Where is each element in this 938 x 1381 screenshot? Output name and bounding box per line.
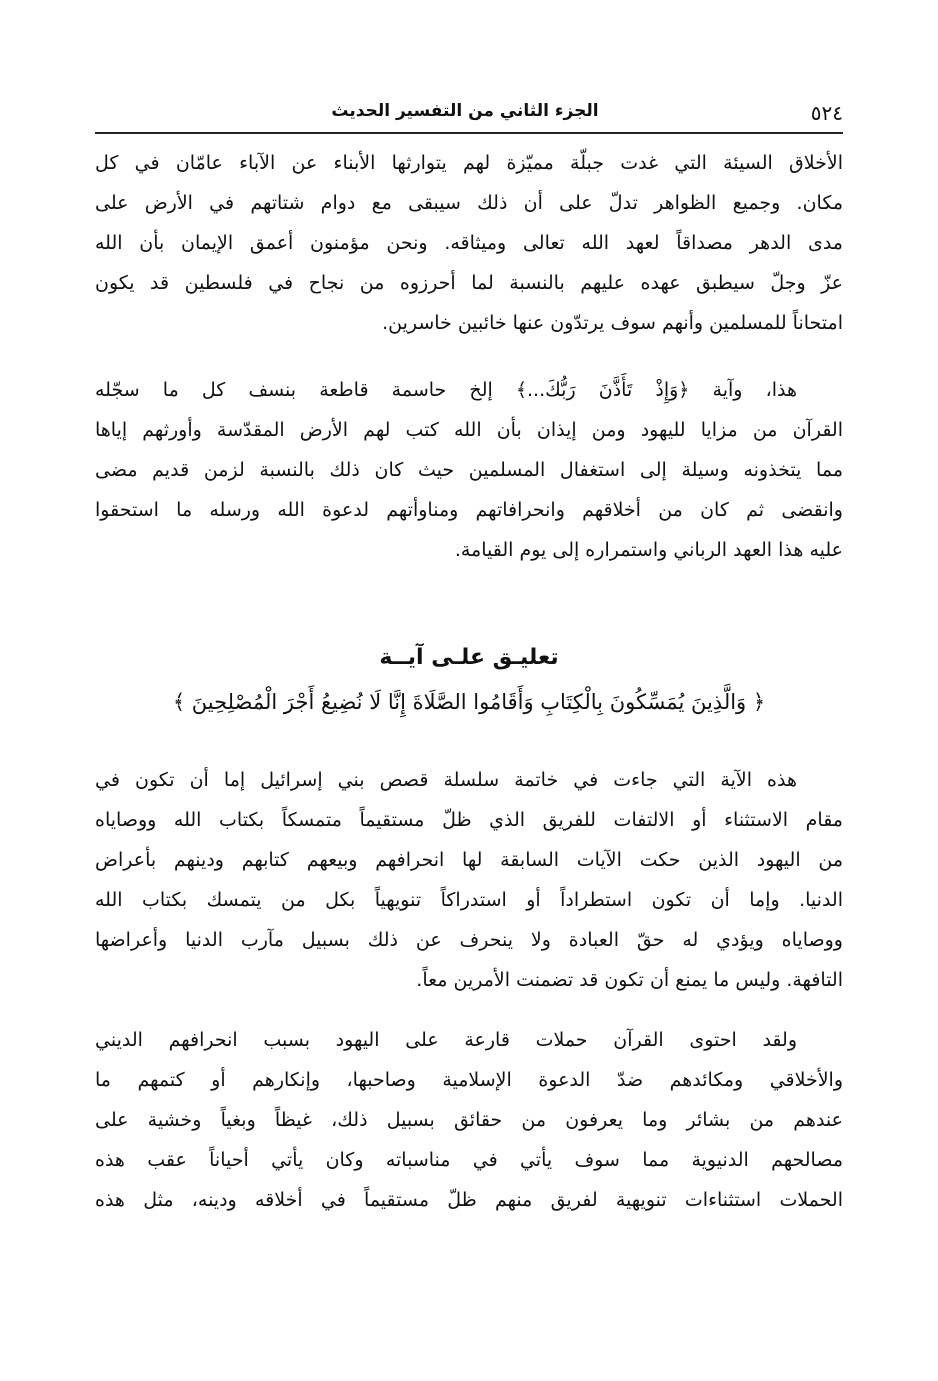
paragraph-3 (95, 760, 843, 1000)
text-line: عندهم من بشائر وما يعرفون من حقائق بسبيل ذلك، غيظاً وبغياً وخشية على (95, 1109, 843, 1131)
text-line: عليه هذا العهد الرباني واستمراره إلى يوم القيامة. (454, 539, 843, 561)
text-line: الأخلاق السيئة التي غدت جبلّة مميّزة لهم يتوارثها الأبناء عن الآباء عامّان في كل (95, 152, 843, 174)
text-line: مما يتخذونه وسيلة إلى استغفال المسلمين حيث كان ذلك بالنسبة لزمن قديم مضى (95, 459, 843, 481)
page-number: ٥٢٤ (810, 101, 843, 125)
text-line: التافهة. وليس ما يمنع أن تكون قد تضمنت الأمرين معاً. (416, 969, 843, 991)
text-line: هذا، وآية ﴿وَإِذْ تَأَذَّنَ رَبُّكَ...﴾ إلخ حاسمة قاطعة بنسف كل ما سجّله (95, 379, 797, 401)
text-line: ووصاياه ويؤدي له حقّ العبادة ولا ينحرف عن ذلك بسبيل مآرب الدنيا وأعراضها (95, 929, 843, 951)
paragraph-2 (95, 370, 843, 570)
section-heading: تعليـق علـى آيــة (379, 645, 559, 670)
text-line: القرآن من مزايا لليهود ومن إيذان بأن الله كتب لهم الأرض المقدّسة وأورثهم إياها (95, 419, 843, 441)
text-line: من اليهود الذين حكت الآيات السابقة لها انحرافهم وبيعهم كتابهم ودينهم بأعراض (95, 849, 843, 871)
paragraph-4 (95, 1020, 843, 1220)
text-line: مصالحهم الدنيوية مما سوف يأتي في مناسباته وكان يأتي أحياناً عقب هذه (95, 1149, 843, 1171)
text-line: مدى الدهر مصداقاً لعهد الله تعالى وميثاقه. ونحن مؤمنون أعمق الإيمان بأن الله (95, 232, 843, 254)
text-line: مكان. وجميع الظواهر تدلّ على أن ذلك سيبقى مع دوام شتاتهم في الأرض على (95, 192, 843, 214)
text-line: الحملات استثناءات تنويهية لفريق منهم ظلّ مستقيماً في أخلاقه ودينه، مثل هذه (95, 1189, 843, 1211)
paragraph-1 (95, 143, 843, 343)
running-title: الجزء الثاني من التفسير الحديث (331, 101, 599, 121)
text-line: وانقضى ثم كان من أخلاقهم وانحرافاتهم ومناوأتهم لدعوة الله ورسله ما استحقوا (95, 499, 843, 521)
text-line: مقام الاستثناء أو الالتفات للفريق الذي ظلّ مستقيماً متمسكاً بكتاب الله ووصاياه (95, 809, 843, 831)
quran-verse: ﴿ وَالَّذِينَ يُمَسِّكُونَ بِالْكِتَابِ وَأَقَامُوا الصَّلَاةَ إِنَّا لَا نُضِيعُ أَجْرَ الْمُصْلِحِينَ ﴾ (172, 690, 766, 714)
text-line: ولقد احتوى القرآن حملات قارعة على اليهود بسبب انحرافهم الديني (95, 1029, 797, 1051)
text-line: هذه الآية التي جاءت في خاتمة سلسلة قصص بني إسرائيل إما أن تكون في (95, 769, 797, 791)
text-line: والأخلاقي ومكائدهم ضدّ الدعوة الإسلامية وصاحبها، وإنكارهم أو كتمهم ما (95, 1069, 843, 1091)
text-line: امتحاناً للمسلمين وأنهم سوف يرتدّون عنها خائبين خاسرين. (382, 312, 843, 334)
text-line: عزّ وجلّ سيطبق عهده عليهم بالنسبة لما أحرزوه من نجاح في فلسطين قد يكون (95, 272, 843, 294)
header-rule (95, 132, 843, 134)
text-line: الدنيا. وإما أن تكون استطراداً أو استدراكاً تنويهياً بكل من يتمسك بكتاب الله (95, 889, 843, 911)
